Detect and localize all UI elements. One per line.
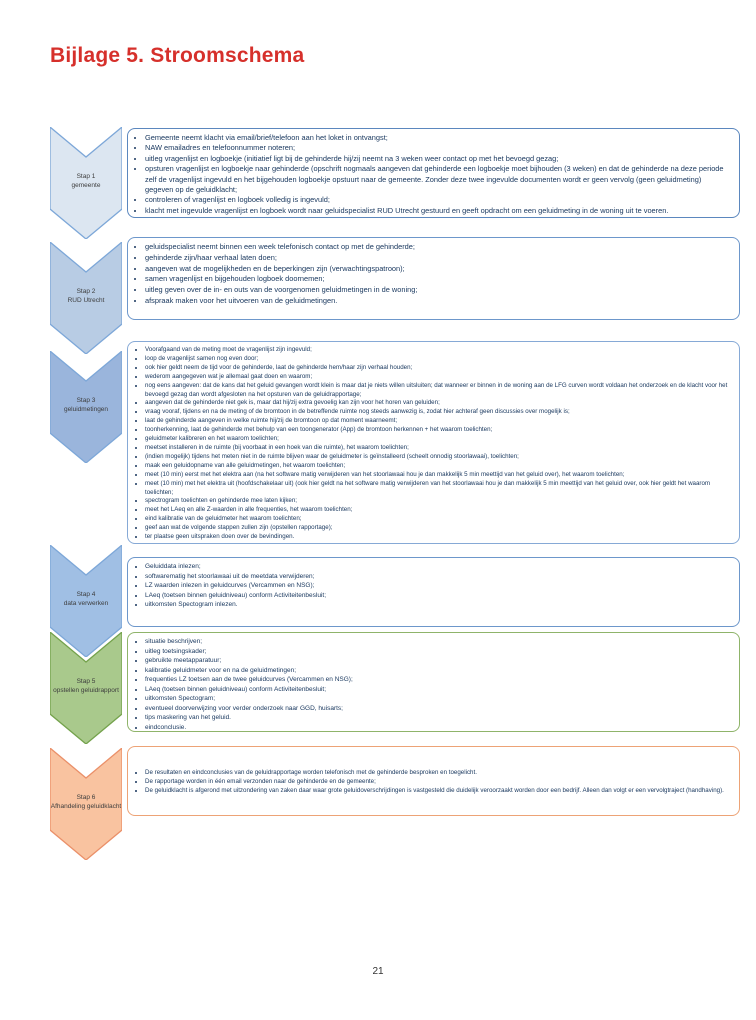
bullet-item: • vraag vooraf, tijdens en na de meting of de bromtoon in de betreffende ruimte nog steeds aanwezig is, zodat hier achteraf geen discussies over mogelijk is; bbox=[145, 408, 729, 417]
bullet-item: • (indien mogelijk) tijdens het meten niet in de ruimte blijven waar de geluidmeter is geïnstalleerd (scheelt onnodig stoorlawaai), toelichten; bbox=[145, 453, 729, 462]
step-owner-label: data verwerken bbox=[63, 599, 109, 607]
bullet-item: • spectrogram toelichten en gehinderde mee laten kijken; bbox=[145, 497, 729, 506]
bullet-item: • aangeven dat de gehinderde niet gek is, maar dat hij/zij extra gevoelig kan zijn voor het horen van geluiden; bbox=[145, 399, 729, 408]
bullet-item: • meet het LAeq en alle Z-waarden in alle frequenties, het waarom toelichten; bbox=[145, 506, 729, 515]
step-arrow-label bbox=[41, 397, 131, 414]
step-number-label: Stap 6 bbox=[76, 794, 96, 801]
bullet-item: • uitkomsten Spectogram inlezen. bbox=[145, 600, 729, 610]
bullet-item: • LZ waarden inlezen in geluidcurves (Vercammen en NSG); bbox=[145, 581, 729, 591]
bullet-item: • afspraak maken voor het uitvoeren van de geluidmetingen. bbox=[145, 296, 729, 307]
bullet-item: • situatie beschrijven; bbox=[145, 637, 729, 647]
step-detail-box bbox=[127, 341, 740, 544]
step-arrow-label bbox=[41, 173, 131, 190]
bullet-item: • NAW emailadres en telefoonnummer noteren; bbox=[145, 143, 729, 153]
bullet-item: • toonherkenning, laat de gehinderde met behulp van een toongenerator (App) de bromtoon herkennen + het waarom toelichten; bbox=[145, 426, 729, 435]
step-bullet-list bbox=[128, 764, 739, 799]
step-owner-label: geluidmetingen bbox=[63, 405, 109, 413]
step-arrow bbox=[50, 127, 122, 239]
bullet-item: • tips maskering van het geluid. bbox=[145, 713, 729, 723]
bullet-item: • nog eens aangeven: dat de kans dat het geluid gevangen wordt klein is maar dat je niets willen uitsluiten; dat wanneer er binnen in de woning aan de LFG curven wordt voldaan het onderzoek en de klacht voor het bevoegd gezag dan wordt afgesloten na het opsturen van de geluidrapportage; bbox=[145, 382, 729, 400]
step-detail-box bbox=[127, 746, 740, 816]
bullet-item: • opsturen vragenlijst en logboekje naar gehinderde (opschrift nogmaals aangeven dat gehinderde een logboekje moet bijhouden (3 weken) en dat de gehinderde na deze periode zelf de vragenlijst ingevuld en het bijgehouden logboekje opstuurt naar de gemeente. Zonder deze twee ingevulde documenten wordt er geen vervolg (geen geluidmeting) gegeven op de geluidklacht; bbox=[145, 164, 729, 195]
bullet-item: • De resultaten en eindconclusies van de geluidrapportage worden telefonisch met de gehinderde besproken en toegelicht. bbox=[145, 768, 729, 777]
bullet-item: • eindconclusie. bbox=[145, 723, 729, 733]
bullet-item: • aangeven wat de mogelijkheden en de beperkingen zijn (verwachtingspatroon); bbox=[145, 264, 729, 275]
bullet-item: • De geluidklacht is afgerond met uitzondering van zaken daar waar grote geluidoverschrijdingen is vastgesteld die duidelijk veroorzaakt worden door een bedrijf. Alleen dan volgt er een vervolgtraject (handhaving). bbox=[145, 786, 729, 795]
step-arrow-label bbox=[41, 591, 131, 608]
step-bullet-list bbox=[128, 238, 739, 310]
bullet-item: • LAeq (toetsen binnen geluidniveau) conform Activiteitenbesluit; bbox=[145, 591, 729, 601]
step-detail-box bbox=[127, 128, 740, 218]
bullet-item: • meet (10 min) eerst met het elektra aan (na het software matig verwijderen van het stoorlawaai hou je dan makkelijk 5 min meettijd van het geluid over), het waarom toelichten; bbox=[145, 471, 729, 480]
bullet-item: • uitleg toetsingskader; bbox=[145, 647, 729, 657]
step-detail-box bbox=[127, 632, 740, 732]
bullet-item: • klacht met ingevulde vragenlijst en logboek wordt naar geluidspecialist RUD Utrecht gestuurd en geeft opdracht om een geluidmeting in de woning uit te voeren. bbox=[145, 206, 729, 216]
bullet-item: • De rapportage worden in één email verzonden naar de gehinderde en de gemeente; bbox=[145, 777, 729, 786]
bullet-item: • Geluiddata inlezen; bbox=[145, 562, 729, 572]
bullet-item: • meet (10 min) met het elektra uit (hoofdschakelaar uit) (ook hier geldt na het software matig verwijderen van het stoorlawaai hou je dan makkelijk 5 min meettijd van het geluid over, ook hier geldt het waarom toelichten; bbox=[145, 480, 729, 498]
step-owner-label: RUD Utrecht bbox=[67, 296, 105, 304]
bullet-item: • ter plaatse geen uitspraken doen over de bevindingen. bbox=[145, 533, 729, 542]
step-number-label: Stap 3 bbox=[76, 397, 96, 404]
bullet-item: • maak een geluidopname van alle geluidmetingen, het waarom toelichten; bbox=[145, 462, 729, 471]
bullet-item: • eind kalibratie van de geluidmeter het waarom toelichten; bbox=[145, 515, 729, 524]
bullet-item: • wederom aangegeven wat je allemaal gaat doen en waarom; bbox=[145, 373, 729, 382]
bullet-item: • frequenties LZ toetsen aan de twee geluidcurves (Vercammen en NSG); bbox=[145, 675, 729, 685]
step-number-label: Stap 2 bbox=[76, 288, 96, 295]
step-bullet-list bbox=[128, 342, 739, 545]
step-owner-label: gemeente bbox=[71, 181, 101, 189]
page-number: 21 bbox=[372, 966, 384, 977]
bullet-item: • Gemeente neemt klacht via email/brief/telefoon aan het loket in ontvangst; bbox=[145, 133, 729, 143]
bullet-item: • geef aan wat de volgende stappen zullen zijn (opstellen rapportage); bbox=[145, 524, 729, 533]
bullet-item: • kalibratie geluidmeter voor en na de geluidmetingen; bbox=[145, 666, 729, 676]
bullet-item: • Voorafgaand van de meting moet de vragenlijst zijn ingevuld; bbox=[145, 346, 729, 355]
step-bullet-list bbox=[128, 558, 739, 613]
step-detail-box bbox=[127, 557, 740, 627]
bullet-item: • geluidmeter kalibreren en het waarom toelichten; bbox=[145, 435, 729, 444]
step-owner-label: opstellen geluidrapport bbox=[53, 686, 119, 694]
step-arrow bbox=[50, 351, 122, 463]
bullet-item: • uitkomsten Spectogram; bbox=[145, 694, 729, 704]
step-arrow-label bbox=[41, 678, 131, 695]
bullet-item: • controleren of vragenlijst en logboek volledig is ingevuld; bbox=[145, 195, 729, 205]
bullet-item: • LAeq (toetsen binnen geluidniveau) conform Activiteitenbesluit; bbox=[145, 685, 729, 695]
bullet-item: • eventueel doorverwijzing voor verder onderzoek naar GGD, huisarts; bbox=[145, 704, 729, 714]
step-owner-label: Afhandeling geluidklacht bbox=[50, 802, 122, 810]
bullet-item: • samen vragenlijst en bijgehouden logboek doornemen; bbox=[145, 274, 729, 285]
bullet-item: • laat de gehinderde aangeven in welke ruimte hij/zij de bromtoon op dat moment waarneemt; bbox=[145, 417, 729, 426]
step-arrow-label bbox=[41, 794, 131, 811]
step-arrow-label bbox=[41, 288, 131, 305]
bullet-item: • gebruikte meetapparatuur; bbox=[145, 656, 729, 666]
bullet-item: • gehinderde zijn/haar verhaal laten doen; bbox=[145, 253, 729, 264]
bullet-item: • uitleg vragenlijst en logboekje (initiatief ligt bij de gehinderde hij/zij neemt na 3 weken weer contact op met het bevoegd gezag; bbox=[145, 154, 729, 164]
bullet-item: • uitleg geven over de in- en outs van de voorgenomen geluidmetingen in de woning; bbox=[145, 285, 729, 296]
bullet-item: • geluidspecialist neemt binnen een week telefonisch contact op met de gehinderde; bbox=[145, 242, 729, 253]
step-bullet-list bbox=[128, 633, 739, 735]
bullet-item: • ook hier geldt neem de tijd voor de gehinderde, laat de gehinderde hem/haar zijn verhaal houden; bbox=[145, 364, 729, 373]
step-number-label: Stap 5 bbox=[76, 678, 96, 685]
step-arrow bbox=[50, 242, 122, 354]
step-number-label: Stap 4 bbox=[76, 591, 96, 598]
step-arrow bbox=[50, 748, 122, 860]
page-title: Bijlage 5. Stroomschema bbox=[50, 44, 305, 67]
step-arrow bbox=[50, 632, 122, 744]
step-number-label: Stap 1 bbox=[76, 173, 96, 180]
step-detail-box bbox=[127, 237, 740, 320]
bullet-item: • loop de vragenlijst samen nog even door; bbox=[145, 355, 729, 364]
bullet-item: • meetset installeren in de ruimte (bij voorbaat in een hoek van die ruimte), het waarom toelichten; bbox=[145, 444, 729, 453]
step-bullet-list bbox=[128, 129, 739, 219]
bullet-item: • softwarematig het stoorlawaai uit de meetdata verwijderen; bbox=[145, 572, 729, 582]
